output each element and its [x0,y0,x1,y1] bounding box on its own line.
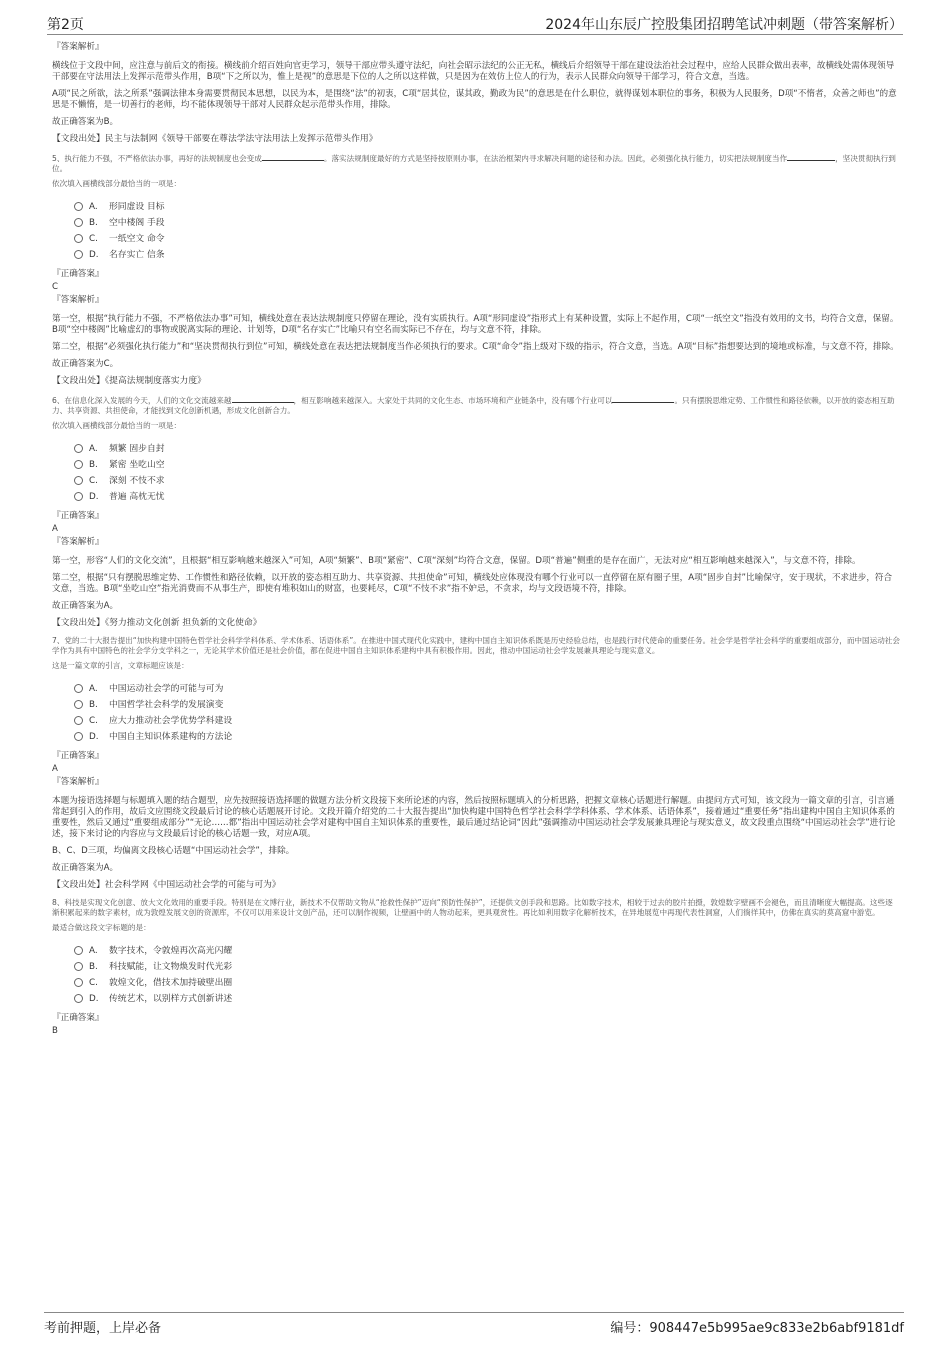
q5-analysis-p3: 故正确答案为C。 [52,359,119,369]
q5-instruction: 依次填入画横线部分最恰当的一项是： [52,179,182,188]
q5-option-d[interactable]: D. 名存实亡 信条 [74,247,900,263]
document-code: 编号：908447e5b995ae9c833e2b6abf9181df [610,1321,904,1336]
q7-answer: A [52,764,58,774]
radio-icon[interactable] [74,700,83,709]
q6-answer-label: 『正确答案』 [52,511,104,521]
q5-answer: C [52,282,59,292]
radio-icon[interactable] [74,444,83,453]
radio-icon[interactable] [74,716,83,725]
q6-option-a[interactable]: A. 频繁 固步自封 [74,441,900,457]
document-title: 2024年山东辰广控股集团招聘笔试冲刺题（带答案解析） [545,17,903,33]
q5-option-b[interactable]: B. 空中楼阁 手段 [74,215,900,231]
blank-line [787,152,835,161]
q8-option-c[interactable]: C. 敦煌文化，借技术加持破壁出圈 [74,975,900,991]
q7-option-a[interactable]: A. 中国运动社会学的可能与可为 [74,681,900,697]
q7-answer-label: 『正确答案』 [52,751,104,761]
q5-option-c[interactable]: C. 一纸空文 命令 [74,231,900,247]
q7-analysis-p2: B、C、D三项，均偏离文段核心话题“中国运动社会学”，排除。 [52,846,295,856]
radio-icon[interactable] [74,978,83,987]
q7-analysis-label: 『答案解析』 [52,777,104,787]
q6-analysis-p1: 第一空，形容“人们的文化交流”，且根据“相互影响越来越深入”可知，A项“频繁”、B项“紧密”、C项“深刻”均符合文意，保留。D项“普遍”侧重的是存在面广，无法对应“相互影响越来越深入”，与文意不符，排除。 [52,556,861,566]
document-body [52,42,900,1039]
q6-option-d[interactable]: D. 普遍 高枕无忧 [74,489,900,505]
q8-option-d[interactable]: D. 传统艺术，以别样方式创新讲述 [74,991,900,1007]
q5-text: 5、执行能力不强，不严格依法办事，再好的法规制度也会变成 。落实法规制度最好的方式是坚持按原则办事，在法治框架内寻求解决问题的途径和办法。因此，必须强化执行能力，切实把法规制度当作 ，坚决贯彻执行到位。 [52,154,896,173]
q4-analysis-p3: 故正确答案为B。 [52,117,119,127]
q7-analysis-p3: 故正确答案为A。 [52,863,119,873]
q7-option-d[interactable]: D. 中国自主知识体系建构的方法论 [74,729,900,745]
q5-option-a[interactable]: A. 形同虚设 目标 [74,199,900,215]
radio-icon[interactable] [74,202,83,211]
q8-answer-label: 『正确答案』 [52,1013,104,1023]
q8-answer: B [52,1026,58,1036]
q6-analysis-label: 『答案解析』 [52,537,104,547]
blank-line [612,394,674,403]
q6-source: 【文段出处】《努力推动文化创新 担负新的文化使命》 [52,618,262,628]
q8-instruction: 最适合做这段文字标题的是： [52,923,151,932]
q8-option-a[interactable]: A. 数字技术，令敦煌再次高光闪耀 [74,943,900,959]
radio-icon[interactable] [74,946,83,955]
radio-icon[interactable] [74,250,83,259]
q7-instruction: 这是一篇文章的引言，文章标题应该是： [52,661,189,670]
q6-answer: A [52,524,58,534]
q7-analysis-p1: 本题为接语选择题与标题填入题的结合题型，应先按照接语选择题的做题方法分析文段接下来所论述的内容，然后按照标题填入的分析思路，把握文章核心话题进行解题。由提问方式可知，该文段为一篇文章的引言，引言通常起到引入的作用，故后文应围绕文段最后讨论的核心话题展开讨论。文段开篇介绍党的二十大报告提出“加快构建中国特色哲学社会科学学科体系、学术体系、话语体系”，接着通过“重要任务”指出建构中国自主知识体系的重要性，然后又通过“重要组成部分”“无论……都”指出中国运动社会学对建构中国自主知识体系的重要性，最后通过结论词“因此”强调推动中国运动社会学发展兼具理论与现实意义，故文段重点围绕“中国运动社会学”进行论述，接下来讨论的内容应与文段最后讨论的核心话题一致，对应A项。 [52,796,896,839]
q4-analysis-label: 『答案解析』 [52,42,104,52]
radio-icon[interactable] [74,994,83,1003]
radio-icon[interactable] [74,962,83,971]
q8-text: 8、科技是实现文化创意、放大文化效用的重要手段。特别是在文博行业，新技术不仅帮助文物从“抢救性保护”迈向“预防性保护”，还提供文创手段和思路。比如数字技术，相较于过去的胶片拍摄，敦煌数字壁画不会褪色，而且清晰度大幅提高。这些逐渐积累起来的数字素材，成为敦煌发展文创的资源库，不仅可以用来设计文创产品，还可以制作视频，让壁画中的人物动起来，更具观赏性。再比如利用数字化解析技术，在异地展览中再现代表性洞窟，人们徜徉其中，仿佛在真实的莫高窟中游览。 [52,898,893,917]
q6-option-b[interactable]: B. 紧密 坐吃山空 [74,457,900,473]
q8-option-b[interactable]: B. 科技赋能，让文物焕发时代光彩 [74,959,900,975]
blank-line [232,394,294,403]
q6-analysis-p2: 第二空，根据“只有摆脱思维定势、工作惯性和路径依赖，以开放的姿态相互助力、共享资源、共担使命”可知，横线处应体现没有哪个行业可以一直停留在原有圈子里，A项“固步自封”比喻保守，安于现状，不求进步，符合文意，当选。B项“坐吃山空”指光消费而不从事生产，即使有堆积如山的财富，也要耗尽，C项“不忮不求”指不妒忌，不贪求，均与文段语境不符，排除。 [52,573,893,594]
q6-option-c[interactable]: C. 深刻 不忮不求 [74,473,900,489]
q5-source: 【文段出处】《提高法规制度落实力度》 [52,376,206,386]
q5-analysis-p2: 第二空，根据“必须强化执行能力”和“坚决贯彻执行到位”可知，横线处意在表达把法规制度当作必须执行的要求。C项“命令”指上级对下级的指示，符合文意，当选。A项“目标”指想要达到的境地或标准，与文意不符，排除。 [52,342,899,352]
page-number: 第2页 [47,17,84,33]
blank-line [262,152,324,161]
q6-instruction: 依次填入画横线部分最恰当的一项是： [52,421,182,430]
radio-icon[interactable] [74,218,83,227]
radio-icon[interactable] [74,476,83,485]
q7-option-c[interactable]: C. 应大力推动社会学优势学科建设 [74,713,900,729]
radio-icon[interactable] [74,732,83,741]
page-footer [44,1312,904,1337]
q4-analysis-p1: 横线位于文段中间，应注意与前后文的衔接。横线前介绍百姓向官吏学习，领导干部应带头遵守法纪，向社会昭示法纪的公正无私，横线后介绍领导干部在建设法治社会过程中，应给人民群众做出表率，故横线处需体现领导干部要在守法用法上发挥示范带头作用，B项“下之所以为，惟上是视”的意思是下位的人之所以这样做，只是因为在效仿上位人的行为，表示人民群众向领导干部学习，符合文意，当选。 [52,61,895,82]
q4-source: 【文段出处】民主与法制网《领导干部要在尊法学法守法用法上发挥示范带头作用》 [52,134,378,144]
radio-icon[interactable] [74,492,83,501]
q5-analysis-label: 『答案解析』 [52,295,104,305]
q6-text: 6、在信息化深入发展的今天，人们的文化交流越来越 ，相互影响越来越深入。大家处于共同的文化生态、市场环境和产业链条中，没有哪个行业可以 。只有摆脱思维定势、工作惯性和路径依赖，以开放的姿态相互助力、共享资源、共担使命，才能找到文化创新机遇，形成文化创新合力。 [52,396,895,415]
radio-icon[interactable] [74,684,83,693]
q7-text: 7、党的二十大报告提出“加快构建中国特色哲学社会科学学科体系、学术体系、话语体系”。在推进中国式现代化实践中，建构中国自主知识体系既是历史经验总结，也是践行时代使命的重要任务。社会学是哲学社会科学的重要组成部分，而中国运动社会学作为具有中国特色的社会学分支学科之一，无论其学术价值还是社会价值，都在促进中国自主知识体系建构中具有积极作用。因此，推动中国运动社会学发展兼具理论与现实意义。 [52,636,900,655]
q4-analysis-p2: A项“民之所欲，法之所系”强调法律本身需要贯彻民本思想，以民为本，是围绕“法”的初衷，C项“居其位，谋其政，勤政为民”的意思是在什么职位，就得谋划本职位的事务，积极为人民服务，D项“不惰者，众善之师也”的意思是不懒惰，是一切善行的老师，均不能体现领导干部对人民群众起示范带头作用，排除。 [52,89,897,110]
q5-analysis-p1: 第一空，根据“执行能力不强，不严格依法办事”可知，横线处意在表达法规制度只停留在理论，没有实质执行。A项“形同虚设”指形式上有某种设置，实际上不起作用，C项“一纸空文”指没有效用的文书，均符合文意，保留。B项“空中楼阁”比喻虚幻的事物或脱离实际的理论、计划等，D项“名存实亡”比喻只有空名而实际已不存在，均与文意不符，排除。 [52,314,899,335]
q6-analysis-p3: 故正确答案为A。 [52,601,119,611]
page-header [47,14,903,35]
q7-option-b[interactable]: B. 中国哲学社会科学的发展演变 [74,697,900,713]
q5-answer-label: 『正确答案』 [52,269,104,279]
q7-source: 【文段出处】社会科学网《中国运动社会学的可能与可为》 [52,880,281,890]
footer-slogan: 考前押题，上岸必备 [44,1321,162,1336]
radio-icon[interactable] [74,460,83,469]
radio-icon[interactable] [74,234,83,243]
